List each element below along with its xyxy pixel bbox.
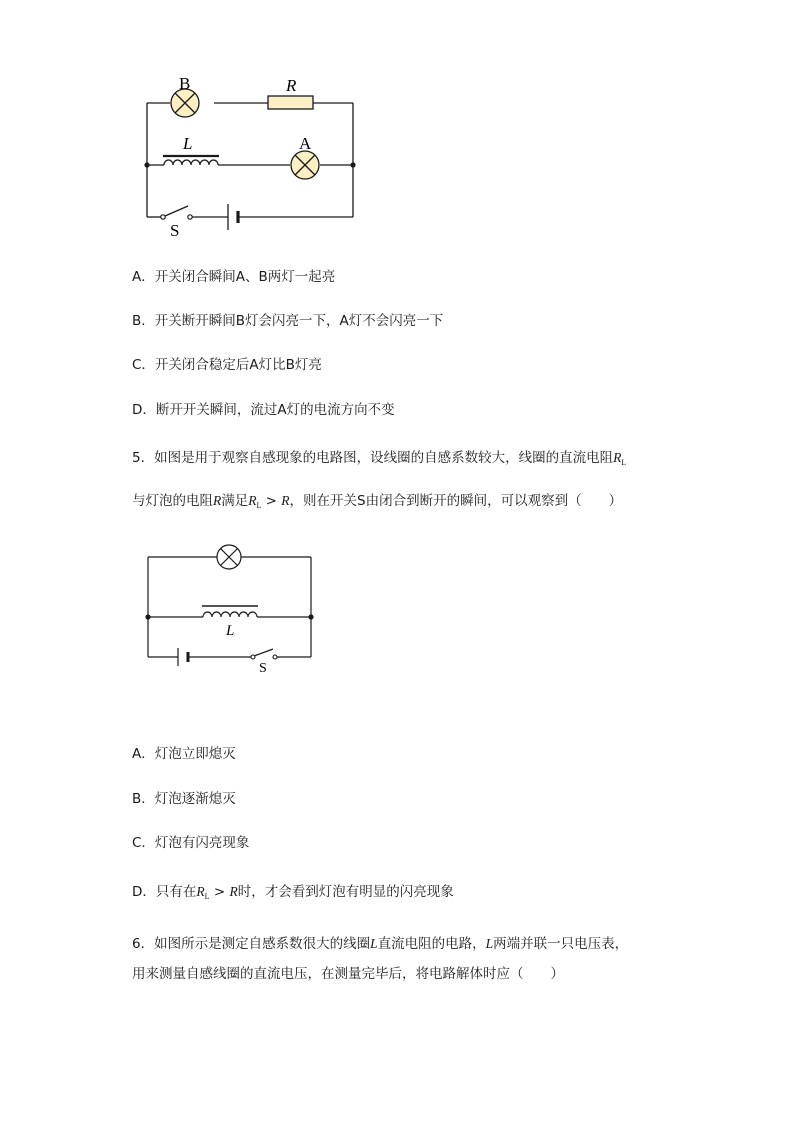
switch-label: S [259,661,267,676]
lamp-a-label: A [299,134,312,153]
circuit-diagram-2 [140,540,320,676]
lamp-a-icon [291,151,319,179]
q5-option-d: D．只有在$R_L > R$时，才会看到灯泡有明显的闪亮现象 [132,884,454,901]
q6-stem-line2: 用来测量自感线圈的直流电压，在测量完毕后，将电路解体时应（ ） [132,966,564,982]
q5-stem-line1: 5．如图是用于观察自感现象的电路图，设线圈的自感系数较大，线圈的直流电阻$R_L$ [132,450,627,467]
q6-stem-line1: 6．如图所示是测定自感系数很大的线圈L直流电阻的电路，L两端并联一只电压表， [132,936,629,952]
resistor-icon [268,96,313,109]
junction-dot [350,162,355,167]
q4-option-b: B．开关断开瞬间B灯会闪亮一下，A灯不会闪亮一下 [132,313,444,329]
q5-option-b: B．灯泡逐渐熄灭 [132,791,236,807]
q4-option-d: D．断开开关瞬间，流过A灯的电流方向不变 [132,402,395,418]
circuit-diagram-1 [130,70,370,240]
resistor-label: R [286,76,297,95]
lamp-icon [217,545,241,569]
q5-option-a: A．灯泡立即熄灭 [132,746,236,762]
junction-dot [144,162,149,167]
inductor-label: L [226,623,235,639]
lamp-b-icon [171,89,199,117]
battery-icon [178,648,188,666]
q4-option-a: A．开关闭合瞬间A、B两灯一起亮 [132,269,336,285]
inductor-icon [163,156,219,165]
battery-icon [228,204,238,230]
inductor-label: L [183,134,193,153]
q4-option-c: C．开关闭合稳定后A灯比B灯亮 [132,357,322,373]
q5-stem-line2: 与灯泡的电阻R满足$R_L > R$，则在开关S由闭合到断开的瞬间，可以观察到（ ） [132,493,623,510]
switch-label: S [170,221,180,240]
inductor-icon [202,606,258,617]
switch-icon [251,655,277,659]
junction-dot [308,614,313,619]
q5-option-c: C．灯泡有闪亮现象 [132,835,250,851]
junction-dot [145,614,150,619]
lamp-b-label: B [179,74,191,93]
